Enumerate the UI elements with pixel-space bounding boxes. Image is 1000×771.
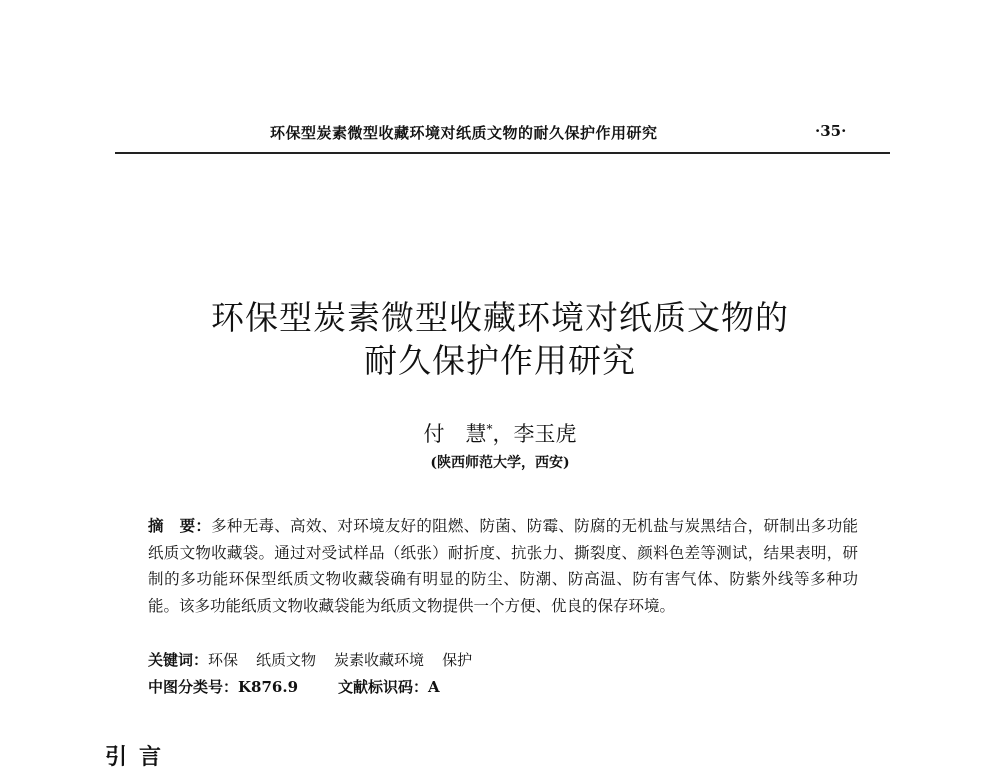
- keyword: 保护: [442, 651, 473, 669]
- abstract-text: 多种无毒、高效、对环境友好的阻燃、防菌、防霉、防腐的无机盐与炭黑结合，研制出多功能纸质文物收藏袋。通过对受试样品（纸张）耐折度、抗张力、撕裂度、颜料色差等测试，结果表明，研制的多功能环保型纸质文物收藏袋确有明显的防尘、防潮、防高温、防有害气体、防紫外线等多种功能。该多功能纸质文物收藏袋能为纸质文物提供一个方便、优良的保存环境。: [148, 517, 858, 616]
- clc-value: K876.9: [238, 678, 299, 696]
- author-1: 付 慧: [423, 422, 487, 446]
- corresponding-mark: *: [486, 422, 493, 436]
- classification: [148, 676, 440, 697]
- paper-title-line-1: 环保型炭素微型收藏环境对纸质文物的: [211, 298, 789, 337]
- author-2: 李玉虎: [513, 422, 577, 446]
- section-heading-introduction: 引言: [105, 744, 174, 770]
- page-number: ·35·: [815, 122, 847, 140]
- keywords: [148, 649, 472, 670]
- paper-title-line-2: 耐久保护作用研究: [364, 341, 636, 380]
- keywords-label: 关键词：: [148, 651, 209, 669]
- header-rule: [115, 152, 890, 154]
- doc-code-value: A: [428, 678, 440, 696]
- running-head-title: 环保型炭素微型收藏环境对纸质文物的耐久保护作用研究: [270, 124, 658, 142]
- doc-code-label: 文献标识码：: [338, 678, 429, 696]
- author-separator: ，: [492, 422, 514, 446]
- clc-label: 中图分类号：: [148, 678, 239, 696]
- abstract: [148, 513, 858, 620]
- abstract-label: 摘 要：: [148, 516, 212, 535]
- affiliation: (陕西师范大学，西安): [430, 455, 570, 471]
- keyword: 环保: [208, 651, 239, 669]
- authors: [0, 418, 1000, 448]
- keyword: 炭素收藏环境: [334, 651, 425, 669]
- keyword: 纸质文物: [256, 651, 317, 669]
